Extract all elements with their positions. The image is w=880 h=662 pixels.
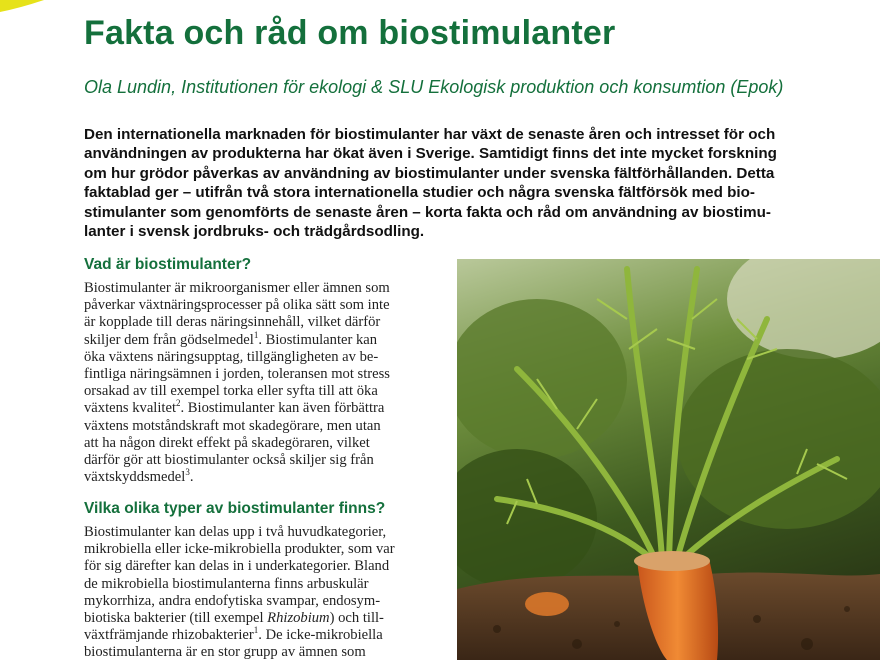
text-run: växtfrämjande rhizobakterier: [84, 627, 254, 644]
carrot-plant-photo: [457, 259, 880, 660]
body-line: växtens motståndskraft mot skadegörare, men utan: [84, 417, 381, 434]
body-line: [84, 329, 424, 349]
text-run: .: [189, 469, 194, 486]
body-line: de mikrobiella biostimulanterna finns arbuskulär: [84, 575, 369, 592]
intro-line: Den internationella marknaden för biostimulanter har växt de senaste åren och intresset för och: [84, 126, 776, 143]
body-line: öka växtens näringsupptag, tillgängligheten av be-: [84, 348, 379, 365]
text-run: växtskyddsmedel: [84, 469, 186, 486]
body-line: biostimulanterna är en stor grupp av ämnen som: [84, 644, 366, 661]
page-title: Fakta och råd om biostimulanter: [84, 14, 616, 52]
body-line: påverkar växtnäringsprocesser på olika sätt som inte: [84, 297, 390, 314]
body-line: mykorrhiza, andra endofytiska svampar, endosym-: [84, 592, 381, 609]
text-run: . Biostimulanter kan även förbättra: [180, 400, 385, 417]
section-heading: Vilka olika typer av biostimulanter finns?: [84, 500, 386, 517]
body-line: [84, 469, 424, 486]
body-line: är kopplade till deras näringsinnehåll, vilket därför: [84, 314, 381, 331]
text-run: växtens kvalitet: [84, 400, 176, 417]
intro-line: om hur grödor påverkas av användning av biostimulanter under svenska fältförhållanden. Detta: [84, 164, 775, 182]
intro-paragraph: [84, 125, 777, 241]
text-run: ) och till-: [329, 610, 384, 627]
intro-line: faktablad ger – utifrån två stora internationella studier och några svenska fältförsök med bio-: [84, 184, 755, 202]
body-line: [84, 400, 424, 417]
author-byline: Ola Lundin, Institutionen för ekologi & SLU Ekologisk produktion och konsumtion (Epok): [84, 77, 784, 97]
body-line: Biostimulanter kan delas upp i två huvudkategorier,: [84, 524, 387, 540]
body-line: för sig därefter kan delas in i underkategorier. Bland: [84, 558, 390, 575]
body-line: Biostimulanter är mikroorganismer eller ämnen som: [84, 280, 390, 296]
body-line: fintliga näringsämnen i jorden, toleransen mot stress: [84, 366, 390, 383]
intro-line: stimulanter som genomförts de senaste åren – korta fakta och råd om användning av biostimu-: [84, 203, 771, 221]
text-run: skiljer dem från gödselmedel: [84, 331, 254, 348]
body-line: mikrobiella eller icke-mikrobiella produkter, som var: [84, 541, 395, 558]
intro-line: användningen av produkterna har ökat även i Sverige. Samtidigt finns det inte mycket forskning: [84, 145, 777, 163]
section-body: [84, 524, 424, 662]
text-run: biotiska bakterier (till exempel: [84, 610, 268, 627]
section-what-are-biostimulants: [84, 256, 424, 486]
body-line: [84, 627, 424, 644]
text-run: . De icke-mikrobiella: [258, 627, 383, 644]
text-run: . Biostimulanter kan: [258, 331, 378, 348]
body-line: orsakad av till exempel torka eller syfta till att öka: [84, 383, 378, 400]
body-line: därför gör att biostimulanter också skiljer sig från: [84, 452, 374, 469]
footnote-ref: 1: [253, 329, 259, 340]
footnote-ref: 3: [185, 467, 190, 478]
section-heading: Vad är biostimulanter?: [84, 256, 252, 273]
section-types-of-biostimulants: [84, 500, 424, 662]
footnote-ref: 2: [176, 398, 181, 409]
italic-term: Rhizobium: [267, 610, 330, 627]
intro-line: lanter i svensk jordbruks- och trädgårdsodling.: [84, 223, 425, 241]
section-body: [84, 280, 424, 486]
footnote-ref: 1: [253, 625, 259, 636]
body-line: att ha någon direkt effekt på skadegöraren, vilket: [84, 434, 370, 451]
